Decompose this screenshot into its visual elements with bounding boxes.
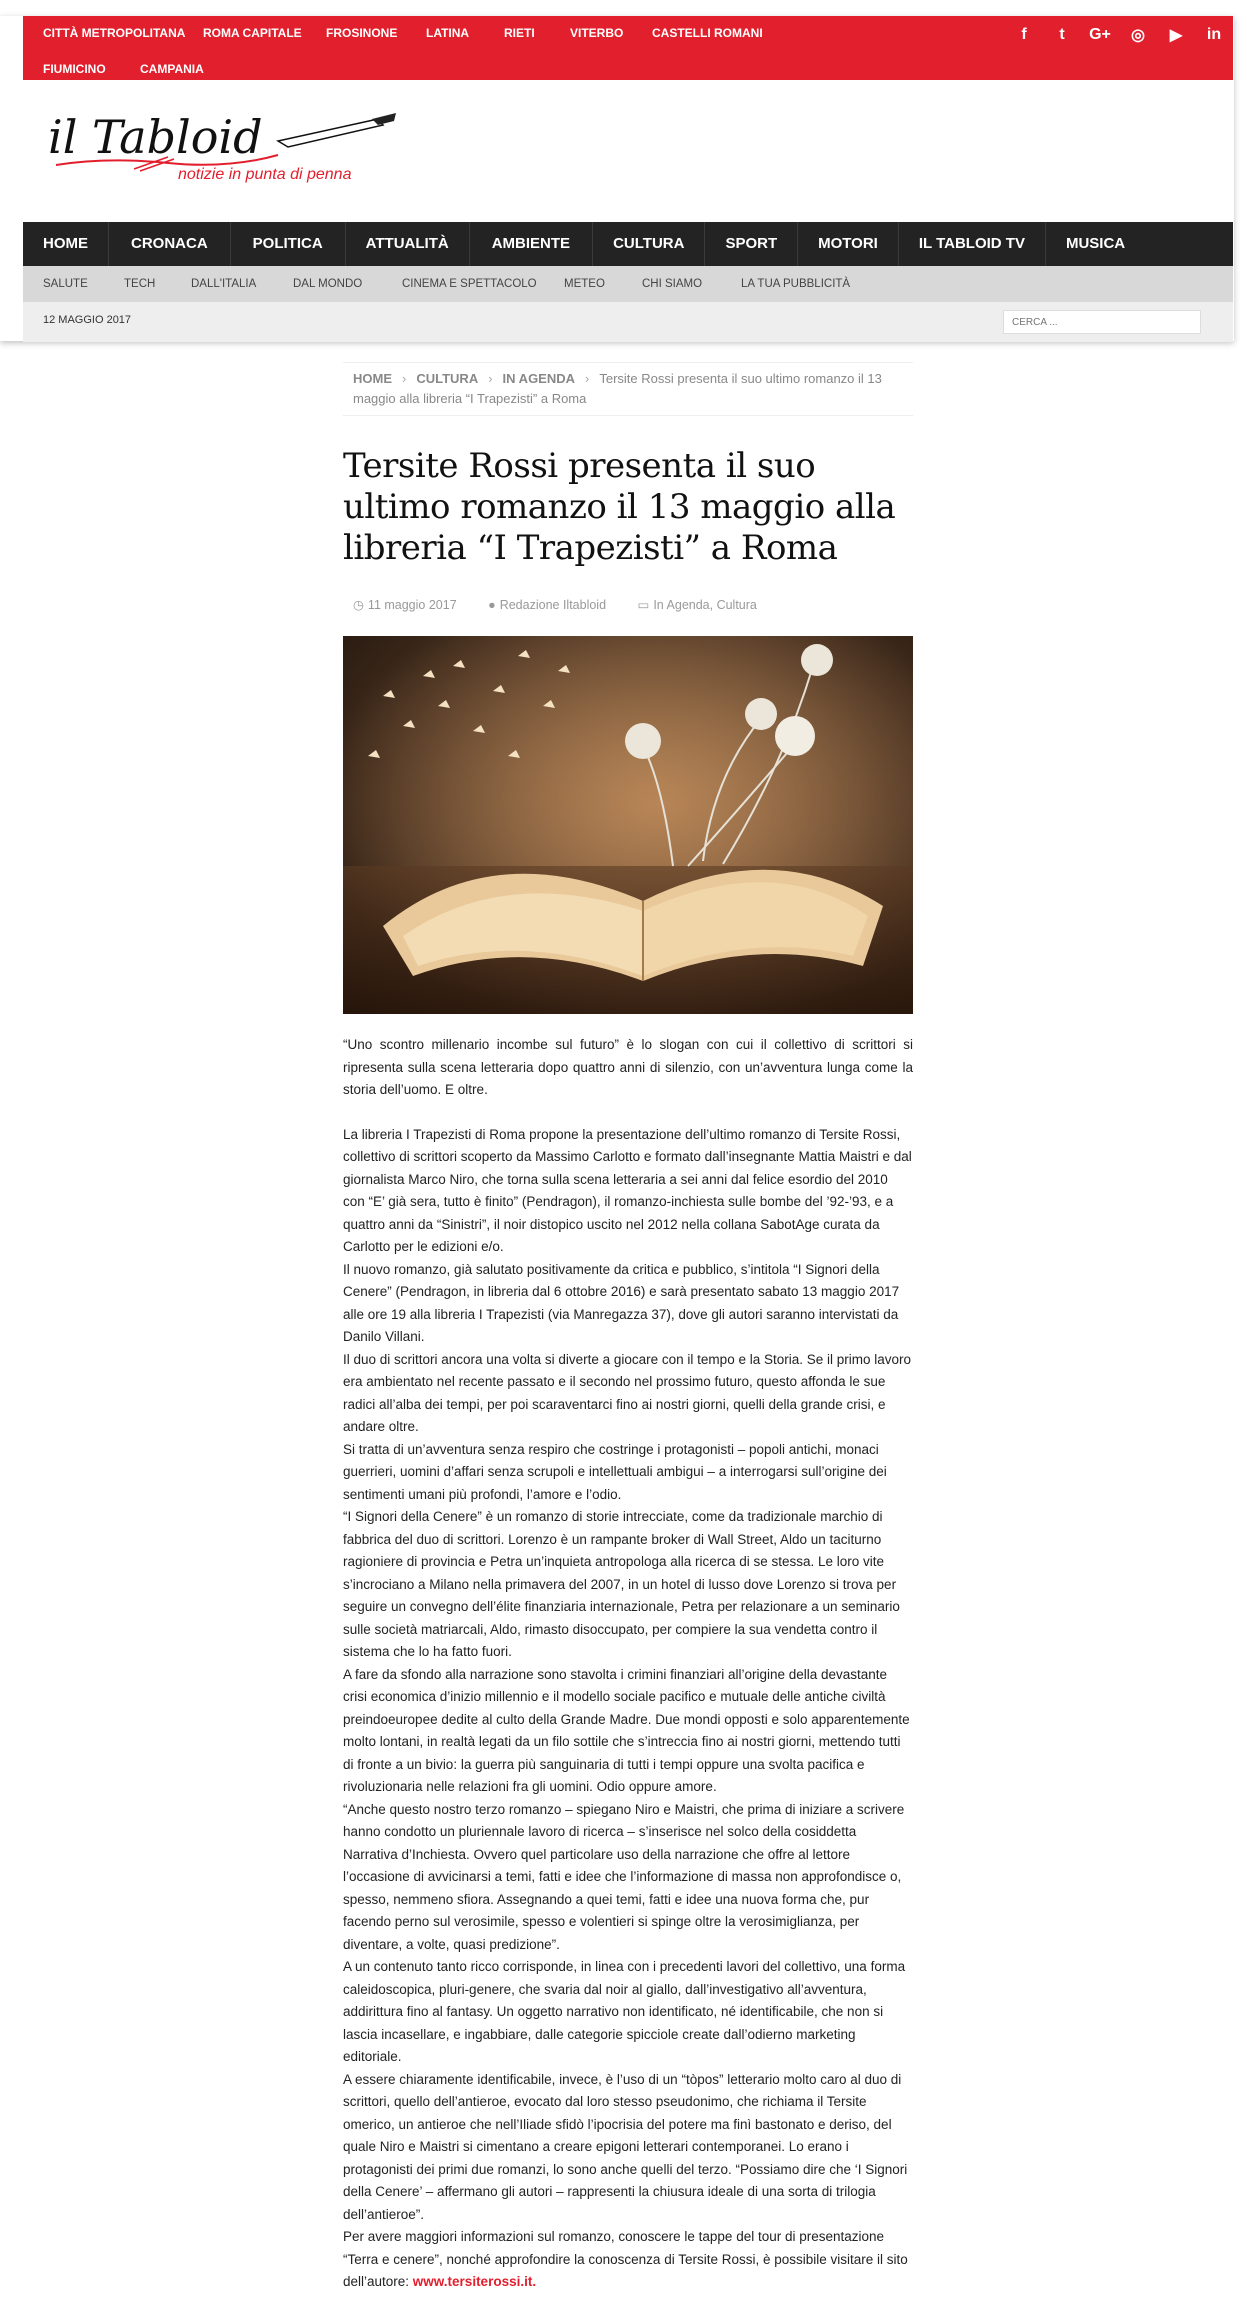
closing-text: Per avere maggiori informazioni sul romanzo, conoscere le tappe del tour di presentazione “Terra e cenere”, nonché approfondire la conoscenza di Tersite Rossi, è possibile visitare il sito dell’autore: xyxy=(343,2229,908,2289)
youtube-icon[interactable]: ▶ xyxy=(1169,27,1183,44)
current-date: 12 MAGGIO 2017 xyxy=(43,314,132,326)
breadcrumb-cultura[interactable]: CULTURA xyxy=(416,371,479,386)
breadcrumb-current: Tersite Rossi presenta il suo ultimo romanzo il 13 maggio alla libreria “I Trapezisti” a Roma xyxy=(353,371,882,406)
city-link-castelli-romani[interactable]: CASTELLI ROMANI xyxy=(652,26,763,40)
city-link-frosinone[interactable]: FROSINONE xyxy=(326,26,398,40)
article-paragraph: A essere chiaramente identificabile, invece, è l’uso di un “tòpos” letterario molto caro al duo di scrittori, quello dell’antieroe, evocato dal loro stesso pseudonimo, che richiama il Tersite omerico, un antieroe che nell’Iliade sfidò l’ipocrisia del potere ma finì bastonato e deriso, del quale Niro e Maistri si cimentano a creare epigoni letterari contemporanei. Lo erano i protagonisti dei primi due romanzi, lo sono anche quelli del terzo. “Possiamo dire che ‘I Signori della Cenere’ – affermano gli autori – rappresenti la chiusura ideale di una sorta di trilogia dell’antieroe”. xyxy=(343,2071,908,2222)
breadcrumb-separator-icon: › xyxy=(488,371,493,386)
article-intro: “Uno scontro millenario incombe sul futuro” è lo slogan con cui il collettivo di scrittori si ripresenta sulla scena letteraria dopo quattro anni di silenzio, con un’avventura lunga come la storia dell’uomo. E oltre. xyxy=(343,1037,913,1097)
article xyxy=(343,362,913,2294)
category-meta xyxy=(638,598,771,612)
main-navigation xyxy=(23,222,1233,266)
clock-icon: ◷ xyxy=(353,598,364,612)
logo-image xyxy=(48,111,408,191)
subnav-chi-siamo[interactable]: CHI SIAMO xyxy=(642,278,703,290)
search-input[interactable] xyxy=(1003,310,1201,334)
secondary-navigation xyxy=(23,266,1233,302)
article-author[interactable]: Redazione Iltabloid xyxy=(499,598,607,612)
nav-ambiente[interactable]: AMBIENTE xyxy=(470,222,593,266)
breadcrumb-separator-icon: › xyxy=(402,371,407,386)
article-body xyxy=(343,1034,913,2294)
facebook-icon[interactable]: f xyxy=(1021,26,1027,43)
breadcrumb-in-agenda[interactable]: IN AGENDA xyxy=(502,371,576,386)
nav-motori[interactable]: MOTORI xyxy=(798,222,899,266)
top-bar xyxy=(23,16,1233,80)
city-link-fiumicino[interactable]: FIUMICINO xyxy=(43,62,106,76)
nav-sport[interactable]: SPORT xyxy=(705,222,798,266)
subnav-tech[interactable]: TECH xyxy=(124,278,156,290)
subnav-dall-italia[interactable]: DALL'ITALIA xyxy=(191,278,257,290)
breadcrumb xyxy=(343,362,913,416)
user-icon: ● xyxy=(488,598,496,612)
city-link-latina[interactable]: LATINA xyxy=(426,26,470,40)
site-header xyxy=(23,16,1233,326)
breadcrumb-home[interactable]: HOME xyxy=(353,371,392,386)
city-link-campania[interactable]: CAMPANIA xyxy=(140,62,204,76)
article-paragraph: “Anche questo nostro terzo romanzo – spiegano Niro e Maistri, che prima di iniziare a scrivere hanno condotto un pluriennale lavoro di ricerca – s’inserisce nel solco della cosiddetta Narrativa d’Inchiesta. Ovvero quel particolare uso della narrazione che offre al lettore l’occasione di avvicinarsi a temi, fatti e idee che l’informazione di massa non approfondisce o, spesso, nemmeno sfiora. Assegnando a quei temi, fatti e idee una nuova forma che, pur facendo perno sul verosimile, spesso e volentieri si spinge oltre la verosimiglianza, per diventare, a volte, quasi predizione”. xyxy=(343,1801,905,1952)
article-paragraph: A fare da sfondo alla narrazione sono stavolta i crimini finanziari all’origine della devastante crisi economica d’inizio millennio e il modello sociale pacifico e mutuale delle antiche civiltà preindoeuropee dedite al culto della Grande Madre. Due mondi opposti e solo apparentemente molto lontani, in realtà legati da un filo sottile che s’intreccia fino ai nostri giorni, mettendo tutti di fronte a un bivio: la guerra più sanguinaria di tutti i tempi oppure una svolta pacifica e rivoluzionaria nelle relazioni fra gli uomini. Odio oppure amore. xyxy=(343,1666,910,1794)
article-categories[interactable]: In Agenda, Cultura xyxy=(653,598,757,612)
city-link-citta-metropolitana[interactable]: CITTÀ METROPOLITANA xyxy=(43,26,186,40)
social-links xyxy=(1005,16,1233,54)
featured-image xyxy=(343,636,913,1014)
twitter-icon[interactable]: t xyxy=(1059,26,1065,43)
date-meta xyxy=(353,598,471,612)
subnav-meteo[interactable]: METEO xyxy=(564,278,605,290)
article-date: 11 maggio 2017 xyxy=(367,598,457,612)
article-paragraph: Il nuovo romanzo, già salutato positivamente da critica e pubblico, s’intitola “I Signori della Cenere” (Pendragon, in libreria dal 6 ottobre 2016) e sarà presentato sabato 13 maggio 2017 alle ore 19 alla libreria I Trapezisti (via Manregazza 37), dove gli autori saranno intervistati da Danilo Villani. xyxy=(343,1261,900,1344)
author-website-link[interactable]: www.tersiterossi.it. xyxy=(412,2274,537,2289)
article-paragraph: Si tratta di un’avventura senza respiro che costringe i protagonisti – popoli antichi, monaci guerrieri, uomini d’affari senza scrupoli e intellettuali ambigui – a interrogarsi sull’origine dei sentimenti umani più profondi, l’amore e l’odio. xyxy=(343,1441,887,1502)
nav-politica[interactable]: POLITICA xyxy=(231,222,346,266)
nav-home[interactable]: HOME xyxy=(23,222,109,266)
instagram-icon[interactable]: ◎ xyxy=(1131,27,1145,44)
subnav-cinema-e-spettacolo[interactable]: CINEMA E SPETTACOLO xyxy=(402,278,537,290)
city-link-viterbo[interactable]: VITERBO xyxy=(570,26,624,40)
article-paragraph: “I Signori della Cenere” è un romanzo di storie intrecciate, come da tradizionale marchio di fabbrica del duo di scrittori. Lorenzo è un rampante broker di Wall Street, Aldo un taciturno ragioniere di provincia e Petra un’inquieta antropologa alla ricerca di se stessa. Le loro vite s’incrociano a Milano nella primavera del 2007, in un hotel di lusso dove Lorenzo si trova per seguire un convegno dell’élite finanziaria internazionale, Petra per relazionare a un seminario sulle società matriarcali, Aldo, rimasto disoccupato, per compiere la sua vendetta contro il sistema che lo ha fatto fuori. xyxy=(343,1509,900,1659)
subnav-la-tua-pubblicita[interactable]: LA TUA PUBBLICITÀ xyxy=(741,278,851,290)
subnav-dal-mondo[interactable]: DAL MONDO xyxy=(293,278,363,290)
subnav-salute[interactable]: SALUTE xyxy=(43,278,88,290)
svg-text:notizie in punta di penna: notizie in punta di penna xyxy=(178,166,352,183)
article-paragraph: A un contenuto tanto ricco corrisponde, in linea con i precedenti lavori del collettivo, una forma caleidoscopica, pluri-genere, che svaria dal noir al giallo, dall’investigativo all’avventura, addirittura fino al fantasy. Un oggetto narrativo non identificato, né identificabile, che non si lascia incasellare, e ingabbiare, dalle categorie spicciole create dall’odierno marketing editoriale. xyxy=(343,1959,906,2064)
svg-text:il Tabloid: il Tabloid xyxy=(48,111,263,164)
article-paragraph: La libreria I Trapezisti di Roma propone la presentazione dell’ultimo romanzo di Tersite Rossi, collettivo di scrittori scoperto da Massimo Carlotto e formato dall’insegnante Mattia Maistri e dal giornalista Marco Niro, che torna sulla scena letteraria a sei anni dal felice esordio del 2010 con “E’ già sera, tutto è finito” (Pendragon), il romanzo-inchiesta sulle bombe del ’92-’93, e a quattro anni da “Sinistri”, il noir distopico uscito nel 2012 nella collana SabotAge curata da Carlotto per le edizioni e/o. xyxy=(343,1126,912,1254)
linkedin-icon[interactable]: in xyxy=(1206,26,1222,43)
google-plus-icon[interactable]: G+ xyxy=(1089,26,1111,43)
site-logo[interactable] xyxy=(48,111,408,196)
article-meta xyxy=(343,597,913,612)
city-link-roma-capitale[interactable]: ROMA CAPITALE xyxy=(203,26,302,40)
nav-il-tabloid-tv[interactable]: IL TABLOID TV xyxy=(899,222,1046,266)
city-link-rieti[interactable]: RIETI xyxy=(504,26,535,40)
open-book-image xyxy=(343,636,913,1014)
nav-musica[interactable]: MUSICA xyxy=(1065,235,1126,252)
nav-cultura[interactable]: CULTURA xyxy=(593,222,705,266)
date-bar xyxy=(23,302,1233,342)
author-meta[interactable] xyxy=(488,598,620,612)
article-paragraph: Il duo di scrittori ancora una volta si diverte a giocare con il tempo e la Storia. Se il primo lavoro era ambientato nel recente passato e il secondo nel prossimo futuro, questo affonda le sue radici all’alba dei tempi, per poi scaraventarci fino ai nostri giorni, quelli della grande crisi, e andare oltre. xyxy=(343,1351,912,1434)
article-title: Tersite Rossi presenta il suo ultimo romanzo il 13 maggio alla libreria “I Trapezisti” a Roma xyxy=(343,446,896,568)
folder-icon: ▭ xyxy=(637,598,650,612)
nav-cronaca[interactable]: CRONACA xyxy=(109,222,231,266)
breadcrumb-separator-icon: › xyxy=(585,371,590,386)
nav-attualita[interactable]: ATTUALITÀ xyxy=(346,222,470,266)
article-closing xyxy=(343,2226,913,2294)
